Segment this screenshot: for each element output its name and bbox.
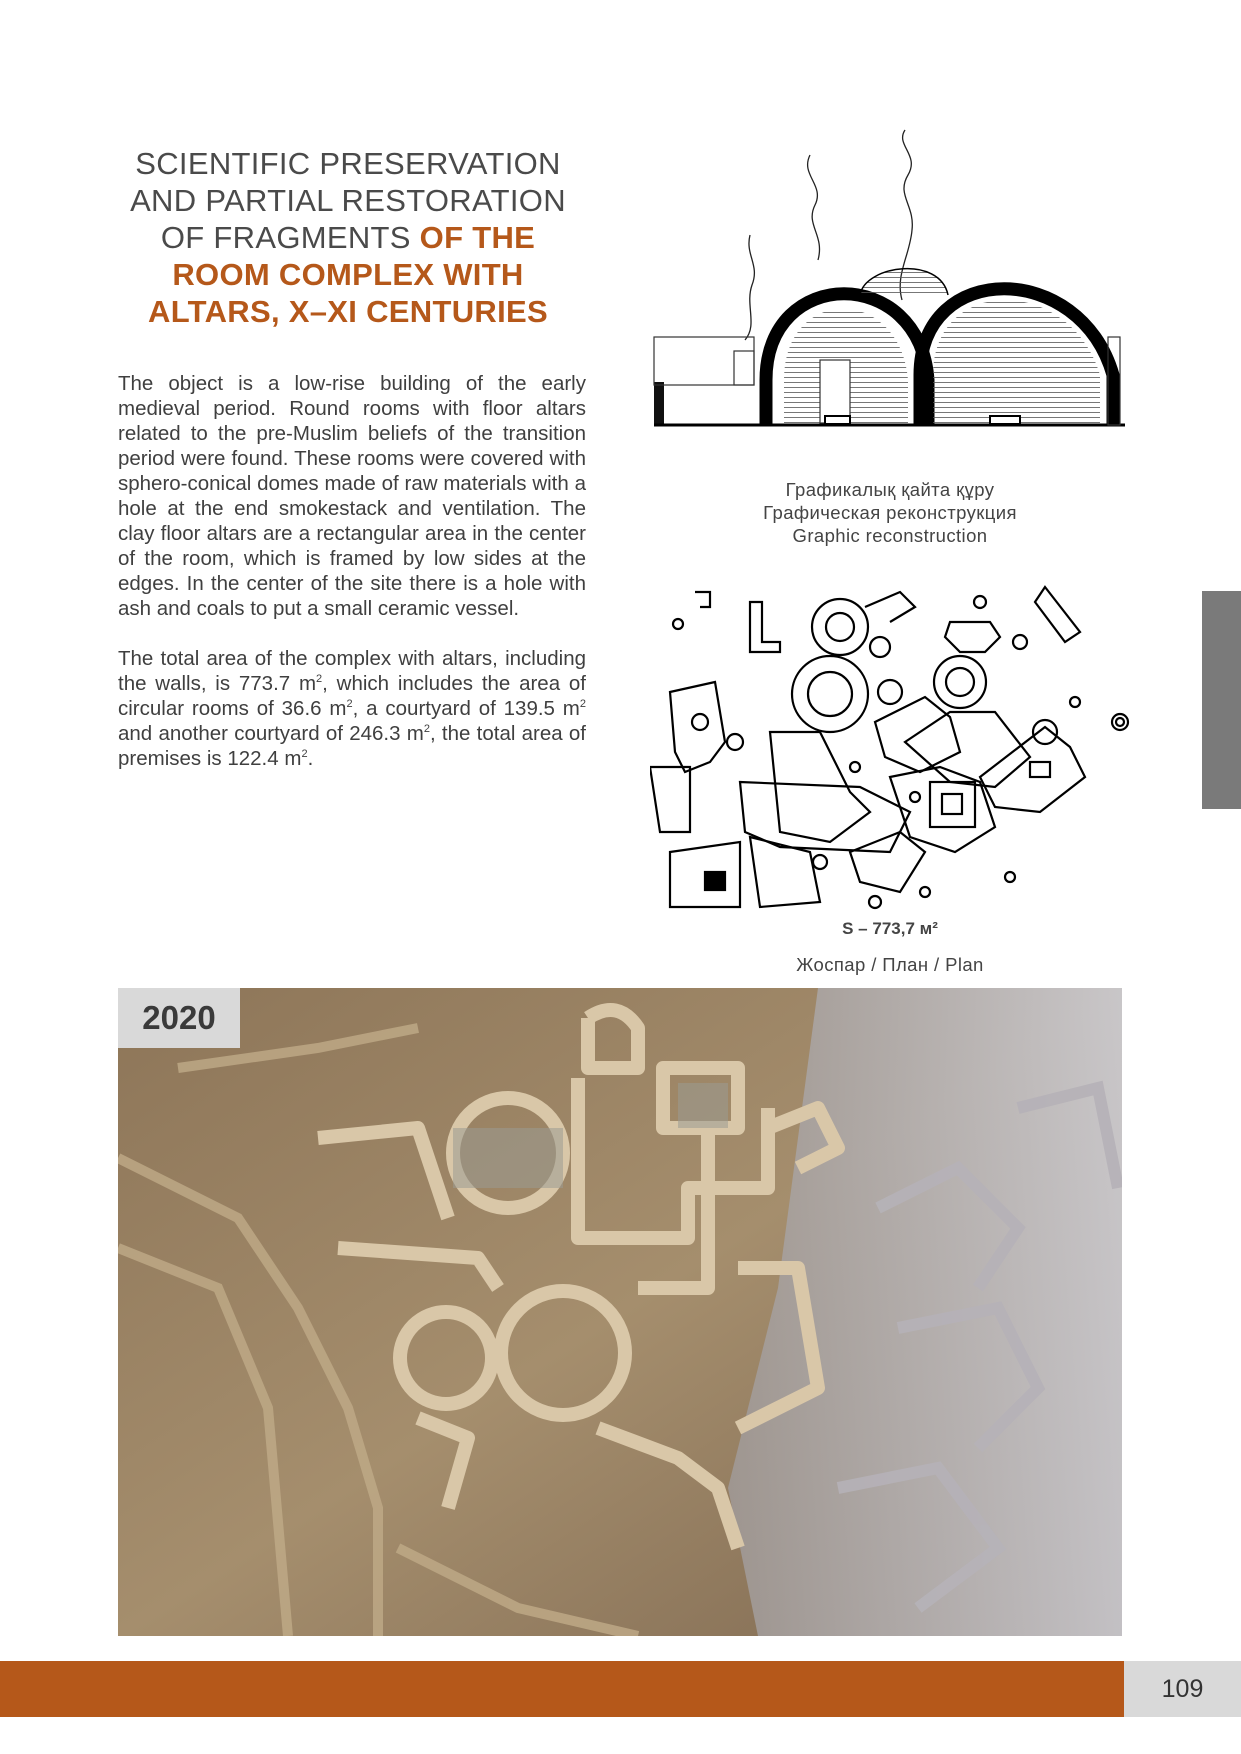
page-title <box>118 145 578 330</box>
site-plan-drawing <box>650 582 1135 912</box>
paragraph-area <box>118 646 586 771</box>
area-text-2: , which includes the area of circular rooms of 36.6 m <box>118 672 586 720</box>
superscript: 2 <box>301 748 308 761</box>
page-number: 109 <box>1124 1661 1241 1717</box>
title-line-1: SCIENTIFIC PRESERVATION <box>135 146 561 181</box>
superscript: 2 <box>423 723 430 736</box>
plan-caption: Жоспар / План / Plan <box>796 954 984 975</box>
side-section-tab <box>1202 591 1241 809</box>
aerial-photo <box>118 988 1122 1636</box>
title-line-5: ALTARS, X–XI CENTURIES <box>148 294 548 329</box>
section-caption <box>690 478 1090 547</box>
area-label: S – 773,7 м² <box>842 919 938 938</box>
year-badge: 2020 <box>118 988 240 1048</box>
title-line-3-accent: OF THE <box>419 220 536 255</box>
paragraph-description: The object is a low-rise building of the early medieval period. Round rooms with floor altars related to the pre-Muslim beliefs of the transition period were found. These rooms were covered with sphero-conical domes made of raw materials with a hole at the end smokestack and ventilation. The clay floor altars are a rectangular area in the center of the room, which is framed by low sides at the edges. In the center of the site there is a hole with ash and coals to put a small ceramic vessel. <box>118 372 586 620</box>
caption-russian: Графическая реконструкция <box>763 502 1017 523</box>
area-text-6: . <box>307 747 314 770</box>
superscript: 2 <box>316 673 323 686</box>
section-reconstruction-drawing <box>650 125 1125 430</box>
superscript: 2 <box>579 698 586 711</box>
footer-bar <box>0 1661 1124 1717</box>
caption-english: Graphic reconstruction <box>792 525 988 546</box>
area-text-5: , the total area of premises is 122.4 m <box>118 722 587 770</box>
superscript: 2 <box>346 698 353 711</box>
area-text-1: The total area of the complex with altars, including the walls, is 773.7 m <box>118 647 586 695</box>
title-line-4: ROOM COMPLEX WITH <box>172 257 524 292</box>
area-text-4: and another courtyard of 246.3 m <box>118 722 424 745</box>
area-text-3: , a courtyard of 139.5 m <box>352 697 580 720</box>
title-line-2: AND PARTIAL RESTORATION <box>130 183 566 218</box>
caption-kazakh: Графикалық қайта құру <box>785 479 995 500</box>
title-line-3 <box>118 219 578 256</box>
title-line-3-plain: OF FRAGMENTS <box>160 220 420 255</box>
body-text <box>118 371 586 796</box>
